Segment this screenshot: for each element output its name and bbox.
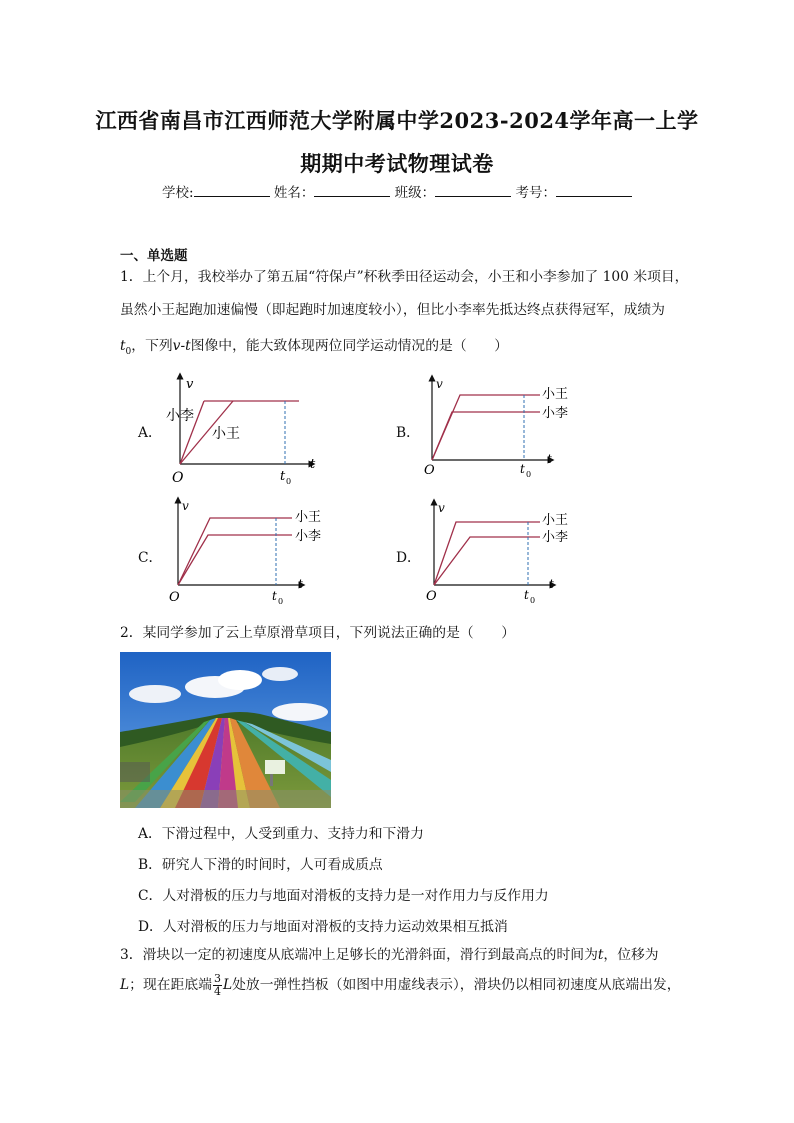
q2-option-d[interactable]: D．人对滑板的压力与地面对滑板的支持力运动效果相互抵消 [138,919,508,935]
q1-option-c-label[interactable]: C． [138,550,163,566]
graph-b-v-label: v [436,377,443,391]
q1-vt-text: v-t [172,338,191,354]
graph-c-wang-label: 小王 [295,510,322,525]
graph-c-li-label: 小李 [295,529,322,544]
graph-d-v-label: v [438,501,445,515]
q1-line2: 虽然小王起跑加速偏慢（即起跑时加速度较小），但比小李率先抵达终点获得冠军，成绩为 [120,302,665,318]
q1-line3-end: 图像中，能大致体现两位同学运动情况的是（ ） [190,338,509,354]
q2-stem: 2．某同学参加了云上草原滑草项目，下列说法正确的是（ ） [120,625,516,641]
graph-d-li-label: 小李 [542,530,569,545]
q3-line2 [120,973,681,998]
graph-c [160,494,335,606]
graph-a-t0-var: t [280,469,286,484]
q3-line2-b: 处放一弹性挡板（如图中用虚线表示），滑块仍以相同初速度从底端出发， [232,977,681,993]
graph-c-t-label: t [298,577,303,591]
q2-option-a[interactable]: A．下滑过程中，人受到重力、支持力和下滑力 [138,826,424,842]
q3-line1 [120,947,659,964]
graph-d-wang-label: 小王 [542,513,569,528]
student-info-line [0,181,794,201]
school-label: 学校: [162,185,194,201]
graph-c-t0-var: t [272,589,277,603]
graph-a-li-label: 小李 [166,408,194,424]
graph-d-li-line [434,537,540,585]
q3-L-var2: L [222,977,233,993]
q2-option-c[interactable]: C．人对滑板的压力与地面对滑板的支持力是一对作用力与反作用力 [138,888,549,904]
q1-t0-sub: 0 [125,346,132,357]
q2-option-b[interactable]: B．研究人下滑的时间时，人可看成质点 [138,857,383,873]
q1-t0-var: t [120,338,126,354]
graph-b-t-label: t [547,452,552,466]
graph-a-t0-sub: 0 [286,477,292,486]
q3-L-var: L [120,977,130,993]
q3-t-var: t [597,947,604,963]
q3-line1-end: ，位移为 [603,947,659,963]
graph-c-li-line [178,535,292,585]
name-blank[interactable] [314,182,390,197]
graph-b-wang-label: 小王 [542,387,569,402]
school-blank[interactable] [194,182,270,197]
graph-a-t-label: t [310,457,316,472]
graph-d-origin: O [426,589,437,604]
q3-fraction [213,973,222,998]
grass-slide-photo [120,652,331,808]
graph-c-v-label: v [182,499,189,513]
number-label: 考号： [515,185,556,201]
q3-frac-den: 4 [213,985,221,998]
q1-option-a-label[interactable]: A． [138,425,162,441]
graph-d-t-label: t [549,577,554,591]
graph-b-t0-var: t [520,462,525,476]
q1-line1: 1．上个月，我校举办了第五届“符保卢”杯秋季田径运动会，小王和小李参加了 100 米项目， [120,269,689,285]
graph-a-origin: O [172,470,184,486]
graph-c-wang-line [178,518,292,585]
graph-a-v-label: v [186,377,194,392]
graph-a [160,368,335,488]
q1-option-d-label[interactable]: D． [396,550,421,566]
graph-d-t0-var: t [524,588,529,602]
graph-b [416,372,576,482]
q1-line3-mid: ，下列 [131,338,173,354]
class-blank[interactable] [435,182,511,197]
graph-c-t0-sub: 0 [278,597,284,606]
graph-a-wang-label: 小王 [212,426,240,442]
q3-frac-num: 3 [213,972,221,985]
q1-line3 [120,338,508,358]
q1-option-b-label[interactable]: B． [396,425,420,441]
page-title-line1: 江西省南昌市江西师范大学附属中学2023-2024学年高一上学 [95,108,699,133]
graph-d-t0-sub: 0 [530,596,536,605]
class-label: 班级： [394,185,436,201]
graph-d-wang-line [434,522,540,585]
number-blank[interactable] [556,182,632,197]
graph-b-t0-sub: 0 [526,470,532,479]
graph-d [418,496,578,606]
graph-b-origin: O [424,463,435,478]
q3-line1-text: 3．滑块以一定的初速度从底端冲上足够长的光滑斜面，滑行到最高点的时间为 [120,947,598,963]
q3-line2-a: ；现在距底端 [129,977,212,993]
graph-b-li-label: 小李 [542,406,569,421]
graph-c-origin: O [169,590,180,605]
page-title-line2: 期期中考试物理试卷 [300,151,494,176]
section-title: 一、单选题 [120,248,188,264]
name-label: 姓名： [273,185,315,201]
